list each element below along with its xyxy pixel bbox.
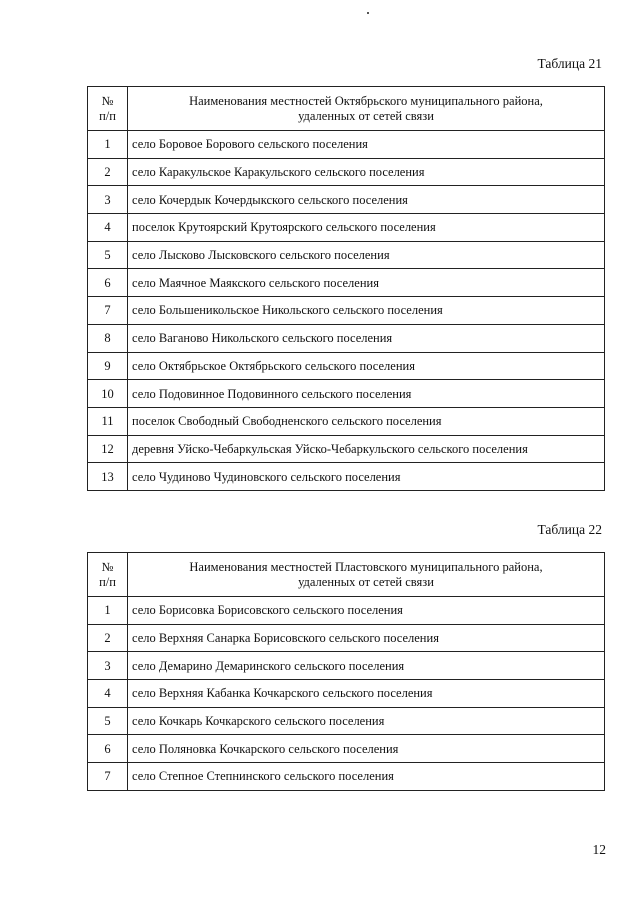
scan-speck [367, 12, 369, 14]
table-row [88, 380, 605, 408]
row-number-cell: 7 [88, 297, 128, 325]
table-row [88, 763, 605, 791]
row-name-cell: село Кочкарь Кочкарского сельского поселения [128, 707, 605, 735]
row-number-cell: 8 [88, 324, 128, 352]
row-name-cell: село Октябрьское Октябрьского сельского поселения [128, 352, 605, 380]
header-name-cell [128, 553, 605, 597]
row-number-cell: 3 [88, 186, 128, 214]
row-name-cell: село Ваганово Никольского сельского поселения [128, 324, 605, 352]
row-number-cell: 3 [88, 652, 128, 680]
table-row [88, 735, 605, 763]
table-row [88, 241, 605, 269]
header-number-label: № п/п [99, 559, 116, 589]
header-name-label: Наименования местностей Пластовского муниципального района, удаленных от сетей связи [189, 559, 543, 589]
table-row [88, 463, 605, 491]
row-name-cell: село Большеникольское Никольского сельского поселения [128, 297, 605, 325]
row-name-cell: село Степное Степнинского сельского поселения [128, 763, 605, 791]
row-number-cell: 6 [88, 735, 128, 763]
table-row [88, 624, 605, 652]
table-header-row [88, 553, 605, 597]
row-number-cell: 11 [88, 407, 128, 435]
table-row [88, 707, 605, 735]
header-number-cell [88, 87, 128, 131]
row-number-cell: 13 [88, 463, 128, 491]
row-name-cell: село Демарино Демаринского сельского поселения [128, 652, 605, 680]
row-name-cell: село Поляновка Кочкарского сельского поселения [128, 735, 605, 763]
row-number-cell: 5 [88, 707, 128, 735]
table-row [88, 214, 605, 242]
row-name-cell: село Борисовка Борисовского сельского поселения [128, 597, 605, 625]
row-number-cell: 1 [88, 597, 128, 625]
table-row [88, 131, 605, 159]
row-name-cell: село Чудиново Чудиновского сельского поселения [128, 463, 605, 491]
row-name-cell: поселок Крутоярский Крутоярского сельского поселения [128, 214, 605, 242]
table-row [88, 652, 605, 680]
row-number-cell: 1 [88, 131, 128, 159]
row-name-cell: село Кочердык Кочердыкского сельского поселения [128, 186, 605, 214]
table-22 [87, 552, 605, 791]
table-row [88, 435, 605, 463]
row-name-cell: село Подовинное Подовинного сельского поселения [128, 380, 605, 408]
row-name-cell: село Боровое Борового сельского поселения [128, 131, 605, 159]
header-number-label: № п/п [99, 93, 116, 123]
table-21-caption: Таблица 21 [537, 56, 602, 71]
row-number-cell: 7 [88, 763, 128, 791]
table-header-row [88, 87, 605, 131]
table-21-body [88, 131, 605, 491]
row-number-cell: 12 [88, 435, 128, 463]
row-number-cell: 2 [88, 158, 128, 186]
table-22-body [88, 597, 605, 791]
page-number: 12 [592, 842, 606, 857]
row-name-cell: село Верхняя Кабанка Кочкарского сельского поселения [128, 680, 605, 708]
row-number-cell: 4 [88, 214, 128, 242]
row-number-cell: 9 [88, 352, 128, 380]
row-name-cell: село Каракульское Каракульского сельского поселения [128, 158, 605, 186]
row-number-cell: 10 [88, 380, 128, 408]
row-number-cell: 4 [88, 680, 128, 708]
table-row [88, 269, 605, 297]
row-name-cell: село Верхняя Санарка Борисовского сельского поселения [128, 624, 605, 652]
row-name-cell: поселок Свободный Свободненского сельского поселения [128, 407, 605, 435]
table-row [88, 186, 605, 214]
row-number-cell: 5 [88, 241, 128, 269]
table-21 [87, 86, 605, 491]
header-name-label: Наименования местностей Октябрьского муниципального района, удаленных от сетей связи [189, 93, 543, 123]
table-row [88, 407, 605, 435]
row-number-cell: 2 [88, 624, 128, 652]
table-row [88, 158, 605, 186]
table-row [88, 324, 605, 352]
table-row [88, 352, 605, 380]
table-row [88, 297, 605, 325]
header-number-cell [88, 553, 128, 597]
table-row [88, 680, 605, 708]
table-row [88, 597, 605, 625]
row-name-cell: село Лысково Лысковского сельского поселения [128, 241, 605, 269]
table-22-caption: Таблица 22 [537, 522, 602, 537]
row-number-cell: 6 [88, 269, 128, 297]
row-name-cell: село Маячное Маякского сельского поселения [128, 269, 605, 297]
header-name-cell [128, 87, 605, 131]
row-name-cell: деревня Уйско-Чебаркульская Уйско-Чебаркульского сельского поселения [128, 435, 605, 463]
